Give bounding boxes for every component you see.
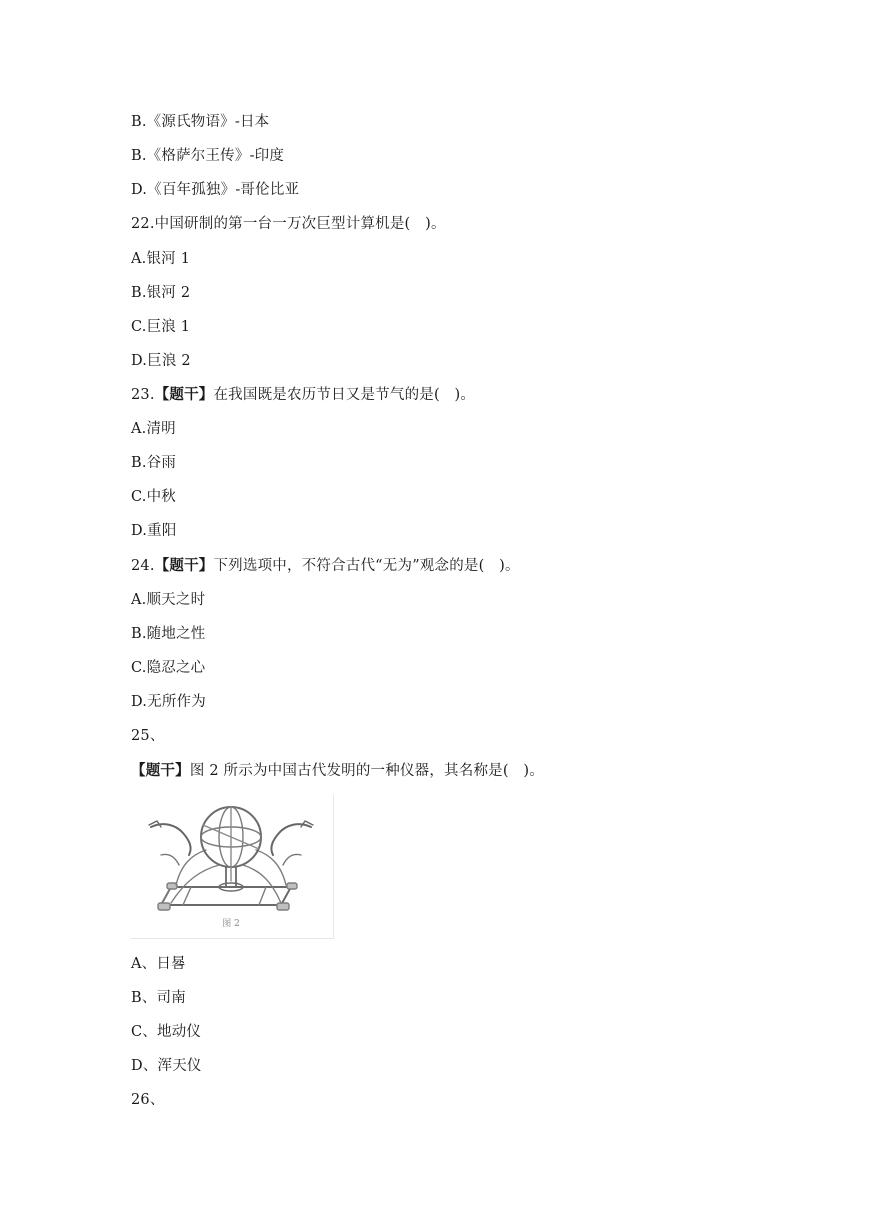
option-23-b: B.谷雨 (131, 455, 177, 471)
option-22-c: C.巨浪 1 (131, 319, 191, 335)
option-24-d: D.无所作为 (131, 694, 206, 710)
option-22-a: A.银河 1 (131, 251, 191, 267)
question-23 (131, 385, 475, 405)
option-23-c: C.中秋 (131, 489, 176, 505)
question-stem-tag: 【题干】 (154, 557, 214, 574)
armillary-sphere-icon (131, 795, 333, 938)
question-text: 下列选项中，不符合古代“无为”观念的是( )。 (213, 558, 520, 574)
question-26-number: 26、 (131, 1092, 165, 1108)
option-line: B.《格萨尔王传》-印度 (131, 148, 285, 164)
question-25-number: 25、 (131, 728, 165, 744)
option-line: D.《百年孤独》-哥伦比亚 (131, 182, 300, 198)
option-25-b: B、司南 (131, 990, 186, 1006)
option-24-b: B.随地之性 (131, 626, 206, 642)
question-text: 图 2 所示为中国古代发明的一种仪器，其名称是( )。 (189, 763, 544, 779)
figure-caption: 图 2 (222, 919, 240, 929)
option-23-a: A.清明 (131, 421, 176, 437)
question-stem-tag: 【题干】 (131, 762, 190, 779)
question-text: 在我国既是农历节日又是节气的是( )。 (213, 387, 476, 403)
armillary-sphere-figure (131, 795, 334, 939)
question-22: 22.中国研制的第一台一万次巨型计算机是( )。 (131, 216, 446, 232)
option-line: B.《源氏物语》-日本 (131, 114, 270, 130)
question-24 (131, 556, 520, 576)
option-25-d: D、浑天仪 (131, 1058, 202, 1074)
option-25-c: C、地动仪 (131, 1024, 202, 1040)
option-22-d: D.巨浪 2 (131, 353, 191, 369)
question-25 (131, 761, 544, 781)
option-24-a: A.顺天之时 (131, 592, 206, 608)
option-22-b: B.银河 2 (131, 285, 191, 301)
question-stem-tag: 【题干】 (154, 386, 214, 403)
question-number: 23. (131, 387, 155, 403)
option-24-c: C.隐忍之心 (131, 660, 206, 676)
option-23-d: D.重阳 (131, 523, 177, 539)
question-number: 24. (131, 558, 155, 574)
option-25-a: A、日晷 (131, 956, 186, 972)
